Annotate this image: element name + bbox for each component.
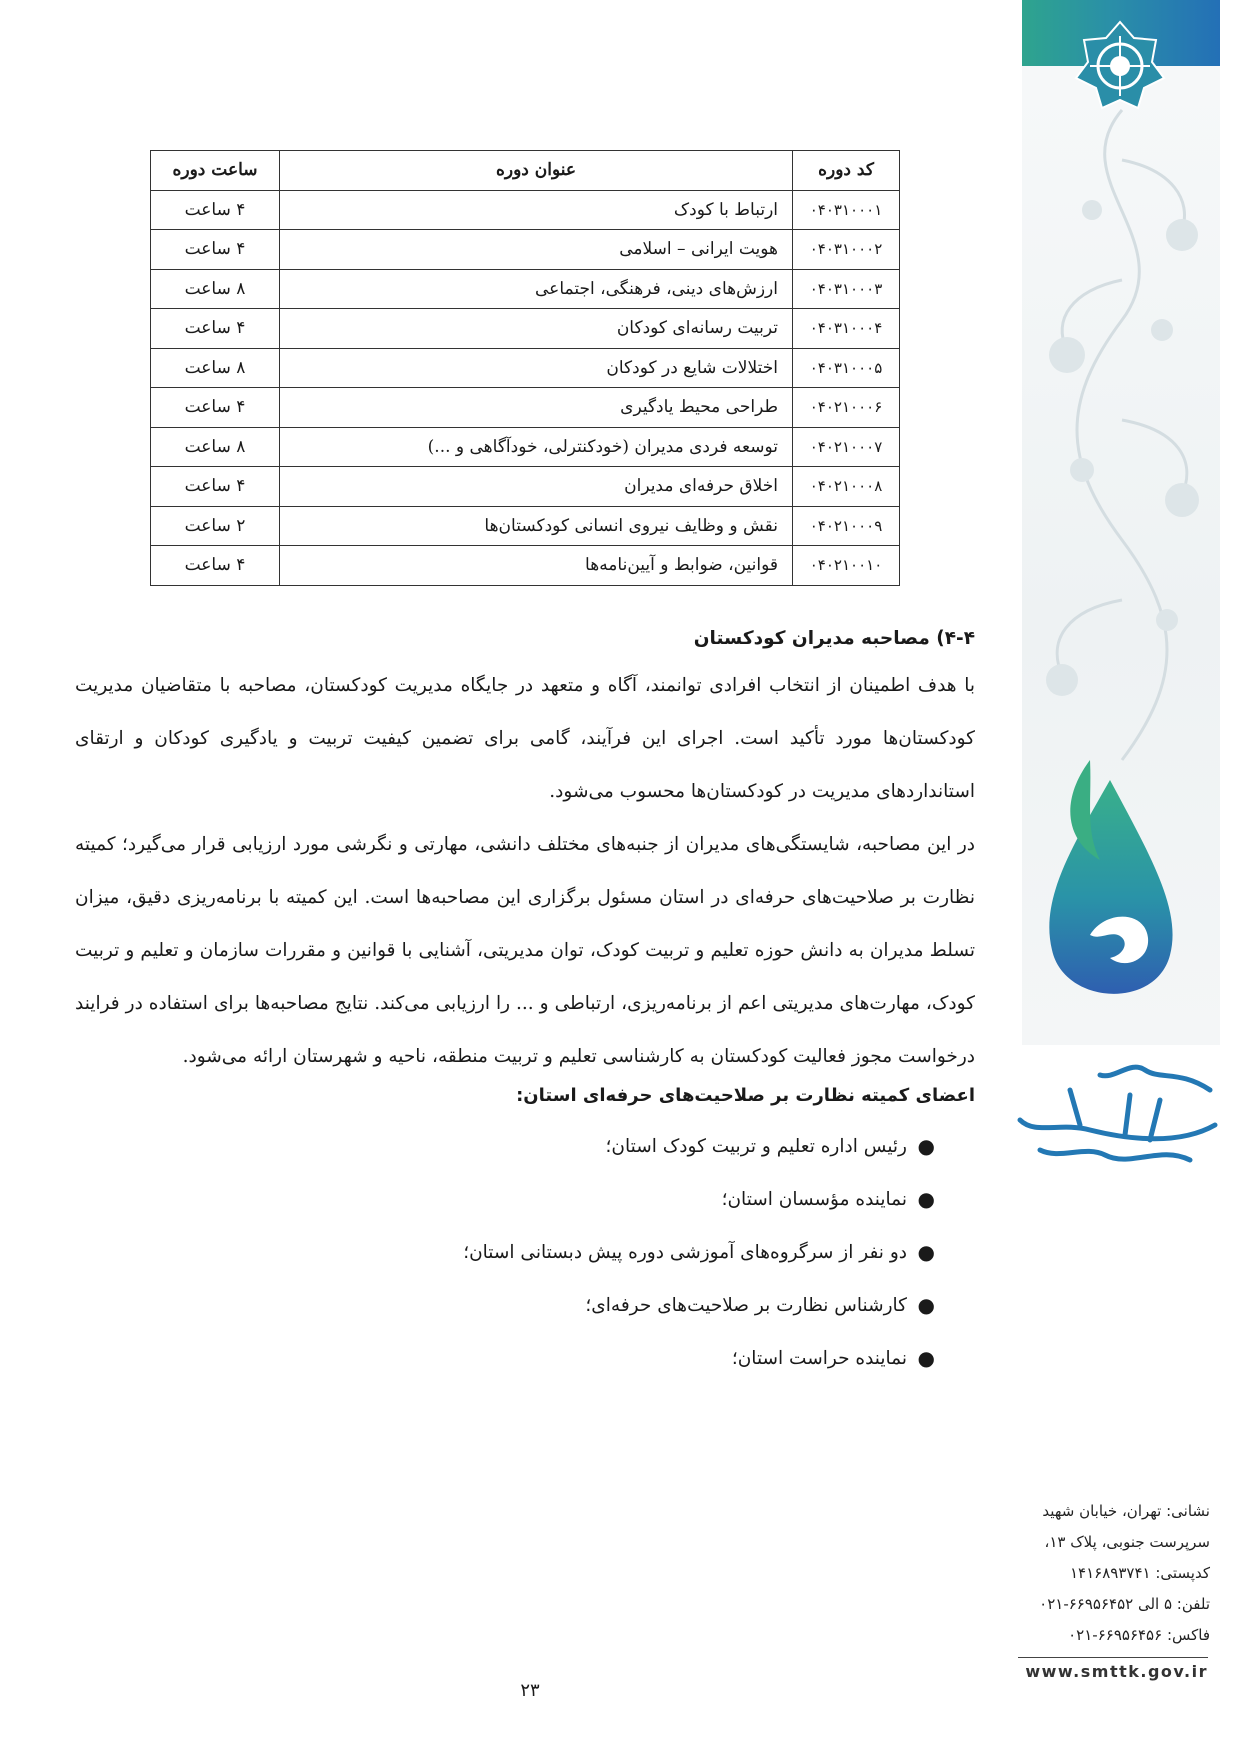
- bullet-icon: ●: [917, 1187, 935, 1211]
- paragraph-interview: در این مصاحبه، شایستگی‌های مدیران از جنبه‌های مختلف دانشی، مهارتی و نگرشی مورد ارزیابی قرار می‌گیرد؛ کمیته نظارت بر صلاحیت‌های حرفه‌ای در استان مسئول برگزاری این مصاحبه‌ها است. این کمیته با برنامه‌ریزی دقیق، میزان تسلط مدیران به دانش حوزه تعلیم و تربیت کودک، توان مدیریتی، آشنایی با قوانین و مقررات سازمان و تعلیم و تربیت کودک، مهارت‌های مدیریتی اعم از برنامه‌ریزی، ارتباطی و ... را ارزیابی می‌کند. نتایج مصاحبه‌ها برای استفاده در فرایند درخواست مجوز فعالیت کودکستان به کارشناسی تعلیم و تربیت منطقه، ناحیه و شهرستان ارائه می‌شود.: [75, 834, 975, 1067]
- member-text: نماینده مؤسسان استان؛: [721, 1189, 907, 1210]
- list-item: [75, 1226, 935, 1279]
- course-title: ارتباط با کودک: [280, 190, 793, 230]
- table-row: [151, 309, 900, 349]
- course-hours: ۸ ساعت: [151, 269, 280, 309]
- bullet-icon: ●: [917, 1240, 935, 1264]
- organization-calligraphy-logo: [1010, 1050, 1225, 1180]
- course-title: اخلاق حرفه‌ای مدیران: [280, 467, 793, 507]
- course-code: ۰۴۰۲۱۰۰۰۹: [793, 506, 900, 546]
- course-hours: ۴ ساعت: [151, 467, 280, 507]
- course-title: نقش و وظایف نیروی انسانی کودکستان‌ها: [280, 506, 793, 546]
- section-heading: ۴-۴) مصاحبه مدیران کودکستان: [693, 628, 975, 649]
- address-line: سرپرست جنوبی، پلاک ۱۳،: [1044, 1533, 1210, 1551]
- postal-code: کدپستی: ۱۴۱۶۸۹۳۷۴۱: [1070, 1564, 1210, 1582]
- section-content: [75, 628, 975, 1385]
- course-hours: ۴ ساعت: [151, 309, 280, 349]
- header-hours: ساعت دوره: [151, 151, 280, 191]
- table-row: [151, 467, 900, 507]
- course-code: ۰۴۰۲۱۰۰۰۶: [793, 388, 900, 428]
- table-row: [151, 230, 900, 270]
- list-item: [75, 1120, 935, 1173]
- drop-logo-icon: [1030, 760, 1190, 1030]
- course-hours: ۴ ساعت: [151, 230, 280, 270]
- table-row: [151, 190, 900, 230]
- address-block: [1012, 1496, 1210, 1651]
- courses-table: [150, 150, 900, 586]
- header-code: کد دوره: [793, 151, 900, 191]
- course-code: ۰۴۰۲۱۰۰۰۷: [793, 427, 900, 467]
- course-code: ۰۴۰۳۱۰۰۰۴: [793, 309, 900, 349]
- course-hours: ۴ ساعت: [151, 190, 280, 230]
- table-row: [151, 427, 900, 467]
- member-text: رئیس اداره تعلیم و تربیت کودک استان؛: [605, 1136, 907, 1157]
- table-row: [151, 506, 900, 546]
- course-hours: ۴ ساعت: [151, 388, 280, 428]
- course-title: توسعه فردی مدیران (خودکنترلی، خودآگاهی و ...): [280, 427, 793, 467]
- logo-text: سازمان ملی تعلیم و تربیت کودک: [1010, 1050, 1024, 1051]
- website-link[interactable]: www.smttk.gov.ir: [1018, 1657, 1208, 1681]
- course-hours: ۴ ساعت: [151, 546, 280, 586]
- table-row: [151, 269, 900, 309]
- phone-number: تلفن: ۵ الی ۶۶۹۵۶۴۵۲-۰۲۱: [1039, 1595, 1210, 1613]
- course-hours: ۸ ساعت: [151, 427, 280, 467]
- table-row: [151, 546, 900, 586]
- address-line: نشانی: تهران، خیابان شهید: [1042, 1502, 1210, 1520]
- course-code: ۰۴۰۲۱۰۰۱۰: [793, 546, 900, 586]
- course-title: طراحی محیط یادگیری: [280, 388, 793, 428]
- page-number: ۲۳: [520, 1680, 540, 1701]
- table-header-row: [151, 151, 900, 191]
- seal-emblem-icon: [1072, 18, 1168, 114]
- bullet-icon: ●: [917, 1134, 935, 1158]
- course-code: ۰۴۰۳۱۰۰۰۲: [793, 230, 900, 270]
- course-hours: ۸ ساعت: [151, 348, 280, 388]
- course-code: ۰۴۰۳۱۰۰۰۵: [793, 348, 900, 388]
- course-title: ارزش‌های دینی، فرهنگی، اجتماعی: [280, 269, 793, 309]
- paragraph-intro: با هدف اطمینان از انتخاب افرادی توانمند، آگاه و متعهد در جایگاه مدیریت کودکستان، مصاحبه با متقاضیان مدیریت کودکستان‌ها مورد تأکید است. اجرای این فرآیند، گامی برای تضمین کیفیت تربیت و یادگیری کودکان و ارتقای استانداردهای مدیریت در کودکستان‌ها محسوب می‌شود.: [75, 675, 975, 802]
- table-row: [151, 388, 900, 428]
- committee-members-list: [75, 1120, 975, 1385]
- bullet-icon: ●: [917, 1346, 935, 1370]
- table-row: [151, 348, 900, 388]
- list-item: [75, 1332, 935, 1385]
- list-item: [75, 1173, 935, 1226]
- member-text: نماینده حراست استان؛: [731, 1348, 907, 1369]
- committee-heading: اعضای کمیته نظارت بر صلاحیت‌های حرفه‌ای استان:: [516, 1085, 975, 1106]
- course-title: تربیت رسانه‌ای کودکان: [280, 309, 793, 349]
- list-item: [75, 1279, 935, 1332]
- bullet-icon: ●: [917, 1293, 935, 1317]
- course-title: هویت ایرانی – اسلامی: [280, 230, 793, 270]
- course-title: قوانین، ضوابط و آیین‌نامه‌ها: [280, 546, 793, 586]
- course-hours: ۲ ساعت: [151, 506, 280, 546]
- member-text: دو نفر از سرگروه‌های آموزشی دوره پیش دبستانی استان؛: [463, 1242, 907, 1263]
- course-title: اختلالات شایع در کودکان: [280, 348, 793, 388]
- course-code: ۰۴۰۳۱۰۰۰۱: [793, 190, 900, 230]
- member-text: کارشناس نظارت بر صلاحیت‌های حرفه‌ای؛: [585, 1295, 907, 1316]
- fax-number: فاکس: ۶۶۹۵۶۴۵۶-۰۲۱: [1068, 1626, 1210, 1644]
- header-title: عنوان دوره: [280, 151, 793, 191]
- course-code: ۰۴۰۲۱۰۰۰۸: [793, 467, 900, 507]
- course-code: ۰۴۰۳۱۰۰۰۳: [793, 269, 900, 309]
